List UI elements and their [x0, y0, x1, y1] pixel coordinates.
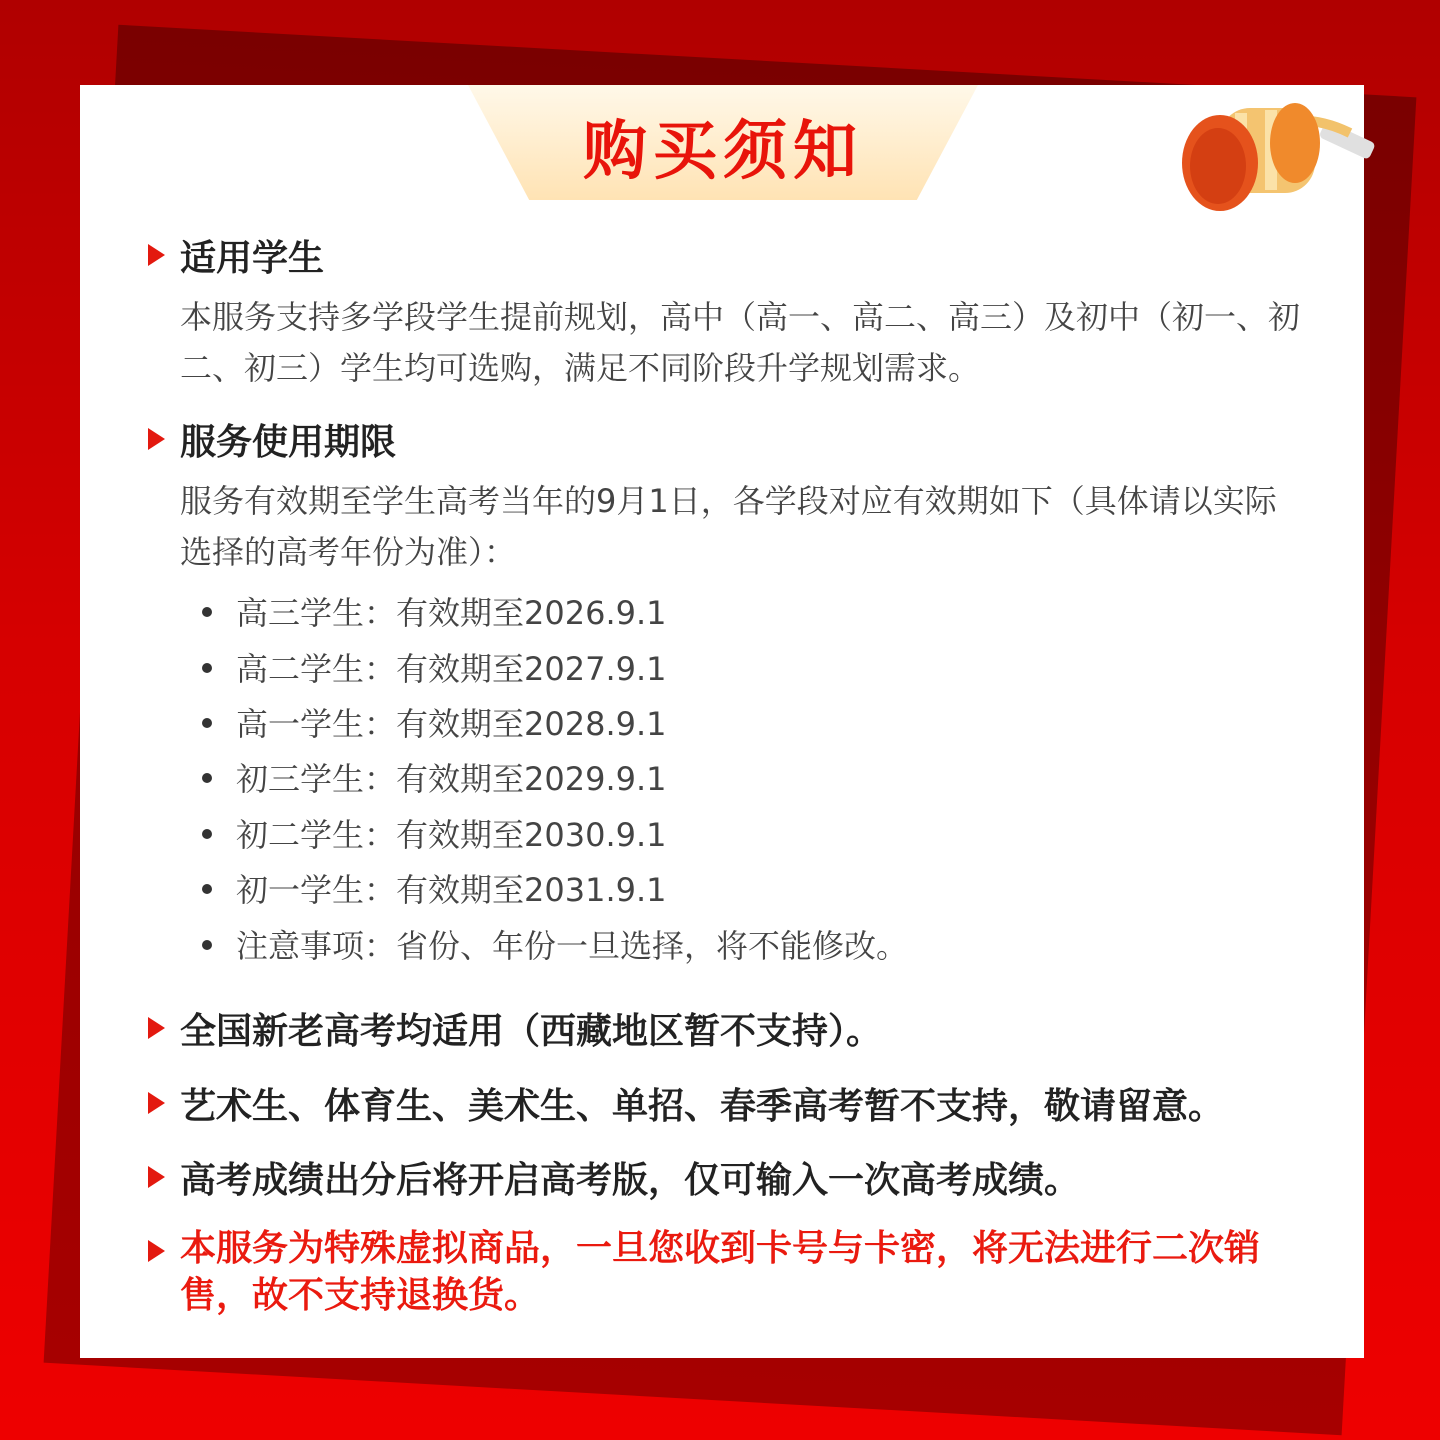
list-item-text: 初三学生：有效期至2029.9.1: [236, 760, 667, 798]
arrow-icon: [148, 1240, 165, 1262]
bullet-dot: [202, 607, 212, 617]
bullet-dot: [202, 829, 212, 839]
section-heading: 适用学生: [180, 238, 325, 279]
list-item: [200, 644, 667, 690]
page-title: 购买须知: [583, 115, 863, 189]
scroll-icon: [1180, 88, 1385, 218]
arrow-icon: [148, 1166, 165, 1188]
list-item-text: 高一学生：有效期至2028.9.1: [236, 705, 667, 743]
list-item: [200, 588, 667, 634]
list-item-text: 注意事项：省份、年份一旦选择，将不能修改。: [236, 927, 909, 965]
list-item-text: 高三学生：有效期至2026.9.1: [236, 594, 667, 632]
bullet-dot: [202, 718, 212, 728]
list-item-text: 高二学生：有效期至2027.9.1: [236, 650, 667, 688]
list-item: [200, 754, 667, 800]
bullet-dot: [202, 773, 212, 783]
arrow-icon: [148, 244, 165, 266]
bullet-dot: [202, 940, 212, 950]
arrow-icon: [148, 1092, 165, 1114]
arrow-icon: [148, 428, 165, 450]
bullet-dot: [202, 663, 212, 673]
note-text: 高考成绩出分后将开启高考版，仅可输入一次高考成绩。: [180, 1160, 1081, 1201]
list-item-text: 初一学生：有效期至2031.9.1: [236, 871, 667, 909]
list-item: [200, 810, 667, 856]
note-text: 艺术生、体育生、美术生、单招、春季高考暂不支持，敬请留意。: [180, 1086, 1225, 1127]
list-item: [200, 699, 667, 745]
section-body: 本服务支持多学段学生提前规划，高中（高一、高二、高三）及初中（初一、初二、初三）学生均可选购，满足不同阶段升学规划需求。: [180, 298, 1301, 388]
list-item-text: 初二学生：有效期至2030.9.1: [236, 816, 667, 854]
list-item: [200, 921, 908, 967]
note-text: 全国新老高考均适用（西藏地区暂不支持）。: [180, 1011, 883, 1052]
list-item: [200, 865, 667, 911]
section-body: 服务有效期至学生高考当年的9月1日，各学段对应有效期如下（具体请以实际选择的高考年份为准）：: [180, 482, 1277, 572]
bullet-dot: [202, 884, 212, 894]
section-heading: 服务使用期限: [180, 422, 397, 463]
warning-text: 本服务为特殊虚拟商品，一旦您收到卡号与卡密，将无法进行二次销售，故不支持退换货。: [180, 1228, 1261, 1316]
arrow-icon: [148, 1017, 165, 1039]
